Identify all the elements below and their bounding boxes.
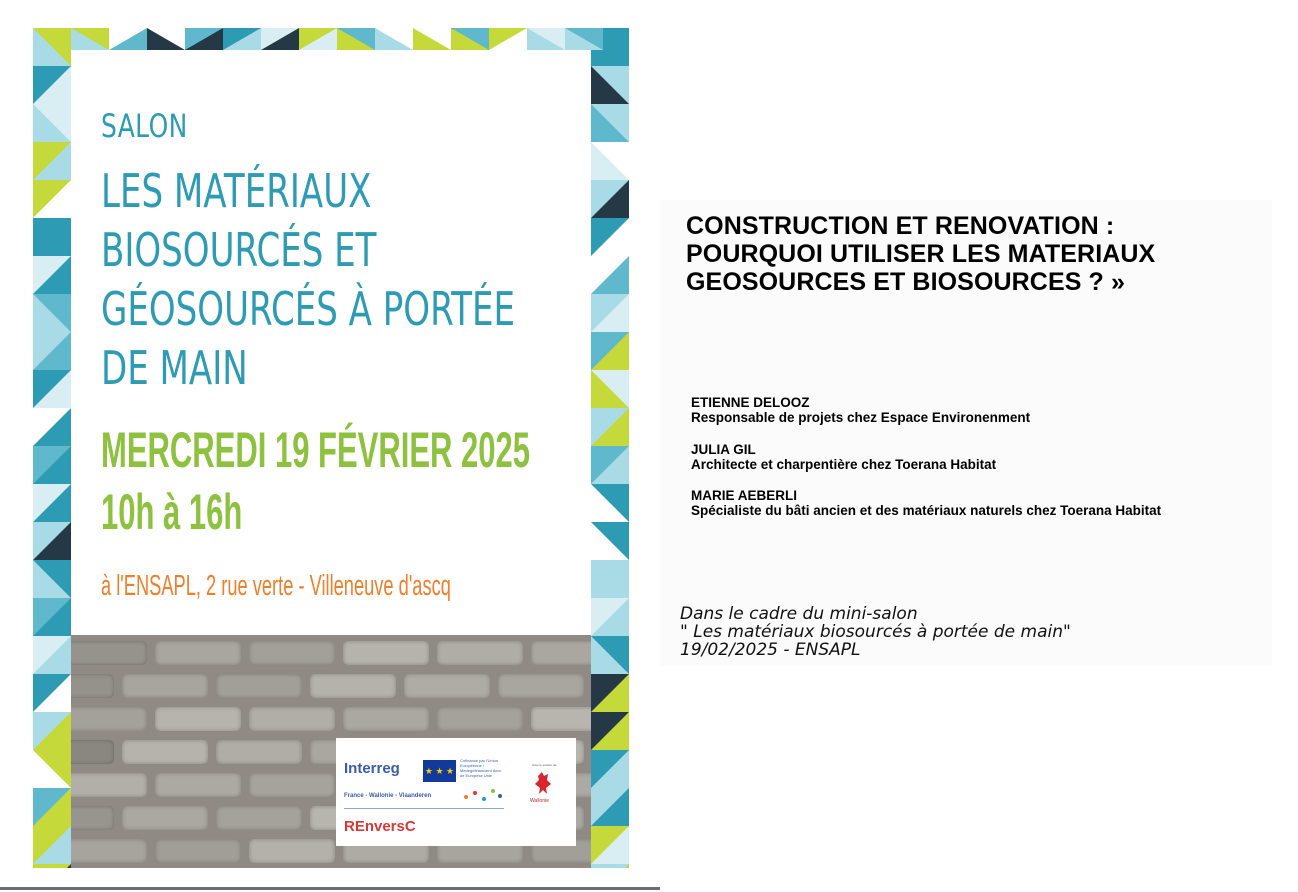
poster-title-line-1: LES MATÉRIAUX bbox=[101, 164, 372, 218]
speaker-name: JULIA GIL bbox=[691, 442, 756, 457]
talk-heading-line-3: GEOSOURCES ET BIOSOURCES ? » bbox=[686, 268, 1125, 296]
brick bbox=[155, 773, 241, 797]
interreg-logo: Interreg bbox=[344, 760, 400, 777]
context-line-2: " Les matériaux biosourcés à portée de main" bbox=[680, 622, 1071, 642]
brick-wall-photo bbox=[71, 635, 591, 868]
brick bbox=[249, 839, 335, 863]
speaker-role: Architecte et charpentière chez Toerana Habitat bbox=[691, 457, 997, 472]
brick bbox=[71, 773, 147, 797]
brick bbox=[531, 641, 591, 665]
brick bbox=[531, 707, 591, 731]
brick bbox=[437, 707, 523, 731]
brick bbox=[71, 839, 147, 863]
colored-dots-icon bbox=[464, 785, 504, 805]
brick bbox=[71, 641, 147, 665]
brick bbox=[155, 707, 241, 731]
brick bbox=[122, 740, 208, 764]
speaker-name: ETIENNE DELOOZ bbox=[691, 395, 810, 410]
brick bbox=[71, 674, 114, 698]
wallonie-rooster-icon bbox=[532, 768, 554, 798]
context-line-1: Dans le cadre du mini-salon bbox=[680, 604, 918, 624]
talk-heading-line-2: POURQUOI UTILISER LES MATERIAUX bbox=[686, 240, 1156, 268]
poster-title-line-2: BIOSOURCÉS ET bbox=[101, 223, 377, 277]
brick bbox=[71, 740, 114, 764]
eu-flag-icon: ★ ★ ★ bbox=[423, 760, 456, 782]
talk-info-panel bbox=[660, 200, 1272, 666]
poster-salon-label: SALON bbox=[101, 107, 188, 145]
brick bbox=[155, 839, 241, 863]
brick bbox=[71, 806, 114, 830]
brick bbox=[437, 641, 523, 665]
poster-inner bbox=[71, 50, 591, 868]
partner-logos bbox=[336, 738, 576, 846]
renversc-logo: REnversC bbox=[344, 818, 416, 835]
brick bbox=[122, 674, 208, 698]
brick bbox=[71, 707, 147, 731]
speaker-role: Responsable de projets chez Espace Environenment bbox=[691, 410, 1031, 425]
wallonie-label: Wallonie bbox=[530, 798, 549, 804]
interreg-countries: France - Wallonie - Vlaanderen bbox=[344, 793, 432, 799]
brick bbox=[343, 641, 429, 665]
brick bbox=[343, 707, 429, 731]
speaker-name: MARIE AEBERLI bbox=[691, 488, 798, 503]
poster-title-line-3: GÉOSOURCÉS À PORTÉE bbox=[101, 282, 516, 336]
brick bbox=[249, 641, 335, 665]
brick bbox=[122, 806, 208, 830]
poster-time: 10h à 16h bbox=[101, 484, 243, 540]
context-line-3: 19/02/2025 - ENSAPL bbox=[680, 640, 861, 660]
brick bbox=[310, 674, 396, 698]
talk-heading-line-1: CONSTRUCTION ET RENOVATION : bbox=[686, 212, 1115, 240]
eu-cofunding-text: Cofinancé par l'Union Européenne / Medegefinancierd door de Europese Unie bbox=[460, 758, 501, 778]
brick bbox=[249, 707, 335, 731]
brick bbox=[216, 806, 302, 830]
logo-divider bbox=[344, 808, 504, 809]
poster-date: MERCREDI 19 FÉVRIER 2025 bbox=[101, 422, 530, 478]
brick bbox=[404, 674, 490, 698]
brick bbox=[216, 740, 302, 764]
event-poster bbox=[33, 28, 629, 868]
speaker-role: Spécialiste du bâti ancien et des matériaux naturels chez Toerana Habitat bbox=[691, 503, 1162, 518]
brick bbox=[216, 674, 302, 698]
wallonie-support-text: Avec le soutien de bbox=[532, 763, 557, 767]
brick bbox=[155, 641, 241, 665]
brick bbox=[498, 674, 584, 698]
poster-location: à l'ENSAPL, 2 rue verte - Villeneuve d'ascq bbox=[101, 570, 451, 602]
bottom-divider bbox=[0, 887, 660, 890]
poster-title-line-4: DE MAIN bbox=[101, 341, 248, 395]
brick bbox=[249, 773, 335, 797]
